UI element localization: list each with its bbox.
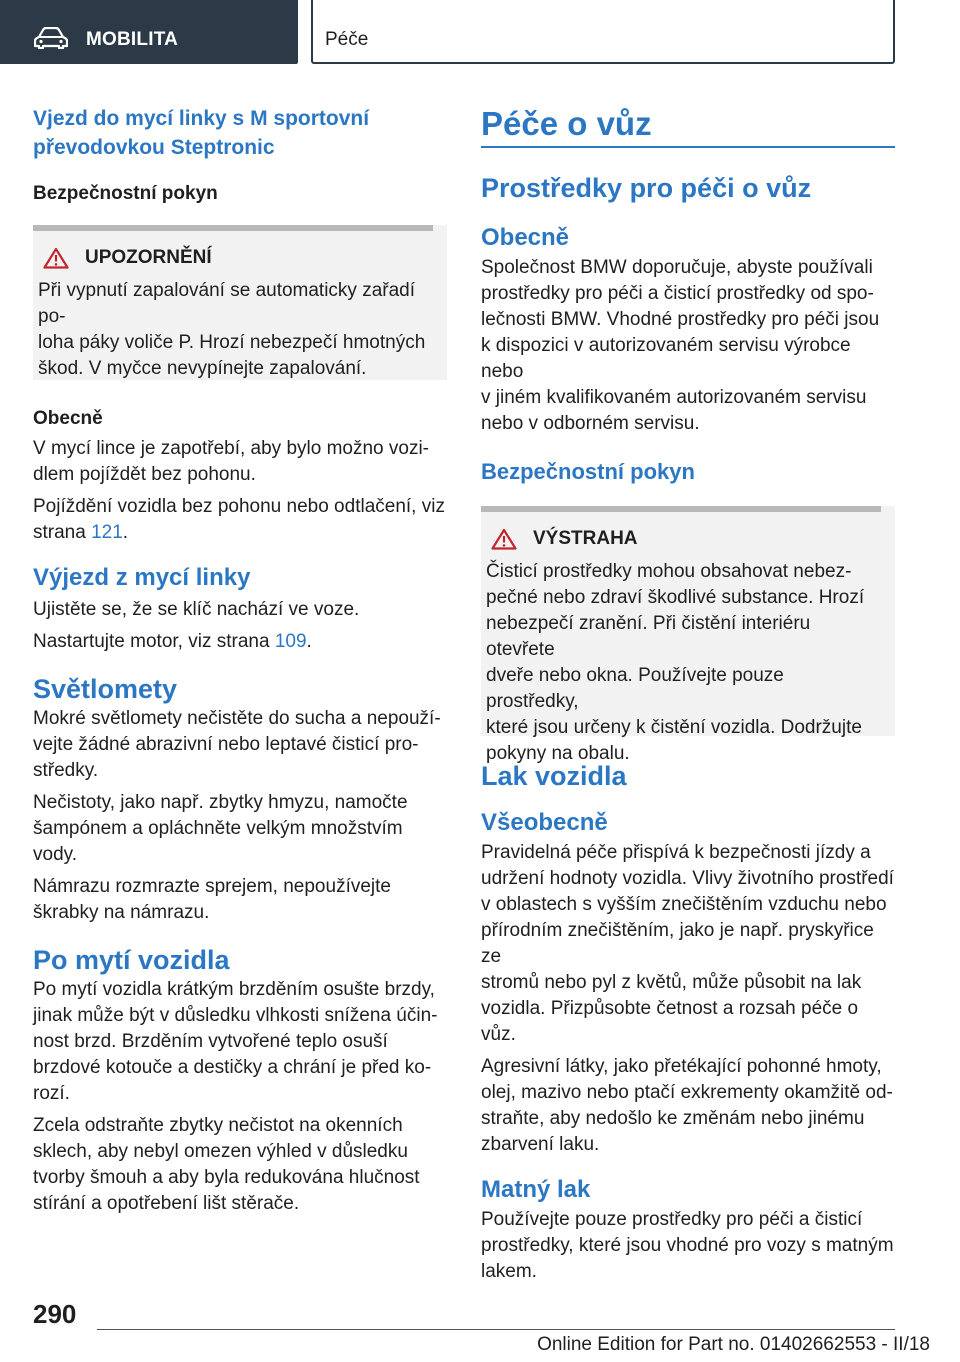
section-tab-label: MOBILITA: [86, 29, 179, 50]
text-line: rozí.: [33, 1083, 70, 1104]
text-line: vozidla. Přizpůsobte četnost a rozsah péče o vůz.: [481, 998, 859, 1045]
text-line: straňte, aby nedošlo ke změnám nebo jinému: [481, 1108, 865, 1129]
headlights-heading: Světlomety: [33, 674, 178, 704]
left-column: [33, 100, 447, 1217]
care-products-paragraph: [481, 255, 895, 437]
after-wash-paragraph-2: [33, 1113, 447, 1217]
warning-text: [33, 278, 433, 382]
warning-box-upozorneni: [33, 225, 447, 380]
page-link-121[interactable]: 121: [91, 522, 123, 543]
after-wash-paragraph-1: [33, 977, 447, 1107]
text-line: přírodním znečištěním, jako je např. pryskyřice ze: [481, 920, 874, 967]
car-icon: [34, 27, 68, 49]
paint-paragraph-1: [481, 840, 895, 1048]
headlights-paragraph-3: [33, 874, 447, 926]
safety-note-heading: Bezpečnostní pokyn: [33, 183, 218, 204]
text-line: strana: [33, 522, 92, 543]
matte-paint-paragraph: [481, 1207, 895, 1285]
warning-line: nebezpečí zranění. Při čistění interiéru otevřete: [486, 613, 811, 660]
warning-triangle-icon: [43, 247, 69, 269]
paint-heading: Lak vozidla: [481, 761, 627, 791]
headlights-paragraph-2: [33, 790, 447, 868]
text-punct: .: [122, 522, 129, 543]
after-wash-heading: Po mytí vozidla: [33, 945, 230, 975]
text-line: nost brzd. Brzděním vytvořené teplo osuší: [33, 1031, 388, 1052]
warning-line: pečné nebo zdraví škodlivé substance. Hrozí: [486, 587, 865, 608]
title-rule: [481, 146, 895, 148]
text-line: Pojíždění vozidla bez pohonu nebo odtlačení, viz: [33, 496, 445, 517]
warning-line: Při vypnutí zapalování se automaticky zařadí po-: [38, 280, 416, 327]
edition-note: Online Edition for Part no. 01402662553 - II/18: [537, 1334, 930, 1355]
page-number: 290: [33, 1299, 77, 1329]
warning-line: Čisticí prostředky mohou obsahovat nebez-: [486, 561, 852, 582]
text-line: šampónem a opláchněte velkým množstvím: [33, 818, 403, 839]
text-line: Agresivní látky, jako přetékající pohonné hmoty,: [481, 1056, 882, 1077]
car-wash-exit-heading: Výjezd z mycí linky: [33, 564, 251, 591]
text-line: středky.: [33, 760, 99, 781]
text-line: Používejte pouze prostředky pro péči a čisticí: [481, 1209, 863, 1230]
text-line: vejte žádné abrazivní nebo leptavé čisticí pro-: [33, 734, 419, 755]
text-line: Pravidelná péče přispívá k bezpečnosti jízdy a: [481, 842, 871, 863]
matte-paint-heading: Matný lak: [481, 1176, 591, 1203]
general-heading: Obecně: [481, 224, 570, 251]
warning-line: škod. V myčce nevypínejte zapalování.: [38, 358, 367, 379]
general-paragraph-2: [33, 494, 447, 546]
car-wash-steptronic-heading: Vjezd do mycí linky s M sportovní převodovkou Steptronic: [33, 107, 370, 159]
warning-text: [481, 559, 881, 767]
text-line: Společnost BMW doporučuje, abyste používali: [481, 257, 873, 278]
safety-note-heading: Bezpečnostní pokyn: [481, 459, 695, 484]
general-paragraph-1: [33, 436, 447, 488]
exit-paragraph-1: Ujistěte se, že se klíč nachází ve voze.: [33, 599, 360, 620]
chapter-tab-pece[interactable]: [311, 0, 895, 64]
warning-title: UPOZORNĚNÍ: [85, 247, 212, 268]
warning-title: VÝSTRAHA: [533, 528, 638, 549]
warning-line: pokyny na obalu.: [486, 743, 630, 764]
text-line: brzdové kotouče a destičky a chrání je před ko-: [33, 1057, 432, 1078]
paint-general-heading: Všeobecně: [481, 809, 608, 836]
page-link-109[interactable]: 109: [274, 631, 307, 652]
text-line: Nečistoty, jako např. zbytky hmyzu, namočte: [33, 792, 408, 813]
text-line: zbarvení laku.: [481, 1134, 600, 1155]
car-care-title: Péče o vůz: [481, 105, 652, 142]
warning-line: dveře nebo okna. Používejte pouze prostředky,: [486, 665, 784, 712]
text-line: prostředky pro péči a čisticí prostředky od spo-: [481, 283, 874, 304]
text-line: lakem.: [481, 1261, 537, 1282]
text-line: nebo v odborném servisu.: [481, 413, 700, 434]
footer-divider: [97, 1329, 895, 1330]
paint-paragraph-2: [481, 1054, 895, 1158]
text-line: vody.: [33, 844, 78, 865]
text-line: v oblastech s vyšším znečištěním vzduchu nebo: [481, 894, 887, 915]
text-line: v jiném kvalifikovaném autorizovaném servisu: [481, 387, 867, 408]
text-line: tvorby šmouh a aby byla redukována hlučnost: [33, 1167, 420, 1188]
text-line: jinak může být v důsledku vlhkosti snížena účin-: [33, 1005, 438, 1026]
text-line: sklech, aby nebyl omezen výhled v důsledku: [33, 1141, 408, 1162]
text-line: dlem pojíždět bez pohonu.: [33, 464, 256, 485]
headlights-paragraph-1: [33, 706, 447, 784]
right-column: [481, 100, 895, 1285]
chapter-tab-label: Péče: [325, 29, 369, 50]
text-punct: .: [306, 631, 312, 652]
text-line: stírání a opotřebení lišt stěrače.: [33, 1193, 300, 1214]
text-line: V mycí lince je zapotřebí, aby bylo možno vozi-: [33, 438, 430, 459]
warning-line: které jsou určeny k čistění vozidla. Dodržujte: [486, 717, 862, 738]
text-line: Námrazu rozmrazte sprejem, nepoužívejte: [33, 876, 391, 897]
warning-box-vystraha: [481, 506, 895, 764]
text-line: Zcela odstraňte zbytky nečistot na okenních: [33, 1115, 403, 1136]
text-line: udržení hodnoty vozidla. Vlivy životního prostředí: [481, 868, 894, 889]
warning-triangle-icon: [491, 528, 517, 550]
text-line: olej, mazivo nebo ptačí exkrementy okamžitě od-: [481, 1082, 893, 1103]
text-line: Nastartujte motor, viz strana: [33, 631, 275, 652]
text-line: Po mytí vozidla krátkým brzděním osušte brzdy,: [33, 979, 435, 1000]
general-heading: Obecně: [33, 408, 103, 429]
care-products-heading: Prostředky pro péči o vůz: [481, 173, 812, 203]
section-tab-mobilita[interactable]: [0, 0, 298, 64]
text-line: prostředky, které jsou vhodné pro vozy s matným: [481, 1235, 894, 1256]
text-line: lečnosti BMW. Vhodné prostředky pro péči jsou: [481, 309, 880, 330]
text-line: k dispozici v autorizovaném servisu výrobce nebo: [481, 335, 851, 382]
text-line: škrabky na námrazu.: [33, 902, 210, 923]
warning-line: loha páky voliče P. Hrozí nebezpečí hmotných: [38, 332, 426, 353]
text-line: stromů nebo pyl z květů, může působit na lak: [481, 972, 862, 993]
text-line: Mokré světlomety nečistěte do sucha a nepouží-: [33, 708, 441, 729]
exit-paragraph-2: [33, 629, 447, 655]
